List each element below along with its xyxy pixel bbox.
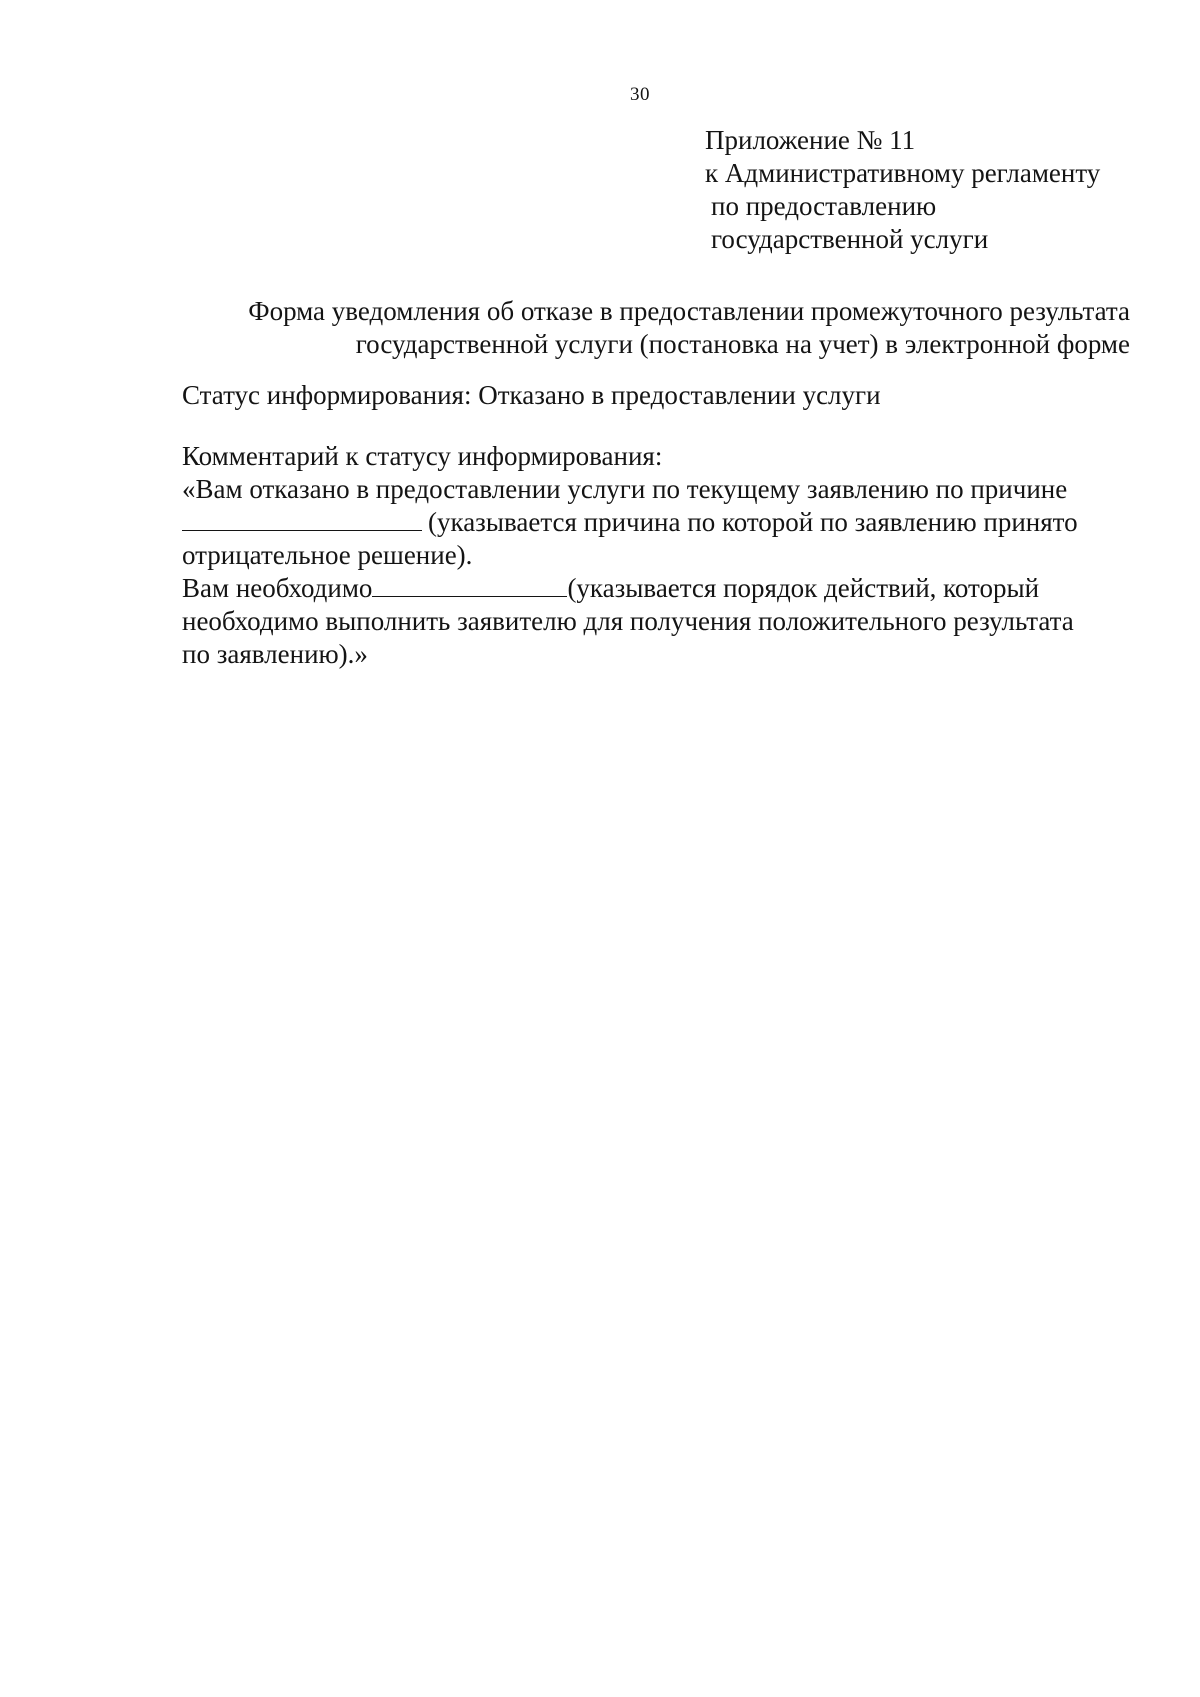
form-title-line-1: Форма уведомления об отказе в предоставлении промежуточного результата bbox=[248, 296, 1130, 326]
comment-line-4-text: (указывается порядок действий, который bbox=[567, 573, 1040, 603]
comment-line-2 bbox=[182, 506, 1122, 539]
appendix-reference-end: государственной услуги bbox=[711, 224, 989, 254]
comment-line-1: «Вам отказано в предоставлении услуги по текущему заявлению по причине bbox=[182, 474, 1068, 504]
comment-label: Комментарий к статусу информирования: bbox=[182, 441, 663, 471]
appendix-reference-cont: по предоставлению bbox=[711, 191, 937, 221]
form-title bbox=[150, 295, 1130, 361]
appendix-number: Приложение № 11 bbox=[705, 125, 916, 155]
comment-line-4 bbox=[182, 572, 1122, 605]
comment-line-4-start: Вам необходимо bbox=[182, 573, 373, 603]
form-title-line-2: государственной услуги (постановка на учет) в электронной форме bbox=[355, 329, 1130, 359]
comment-block bbox=[182, 440, 1122, 671]
status-line: Статус информирования: Отказано в предоставлении услуги bbox=[182, 380, 881, 410]
appendix-reference: к Административному регламенту bbox=[705, 158, 1101, 188]
comment-line-6: по заявлению).» bbox=[182, 639, 368, 669]
comment-line-5: необходимо выполнить заявителю для получения положительного результата bbox=[182, 606, 1074, 636]
comment-line-2-text: (указывается причина по которой по заявлению принято bbox=[428, 507, 1078, 537]
comment-line-3: отрицательное решение). bbox=[182, 540, 473, 570]
action-blank-field bbox=[372, 574, 567, 597]
page-number: 30 bbox=[630, 84, 650, 105]
reason-blank-field bbox=[182, 508, 422, 531]
appendix-header bbox=[705, 124, 1100, 256]
